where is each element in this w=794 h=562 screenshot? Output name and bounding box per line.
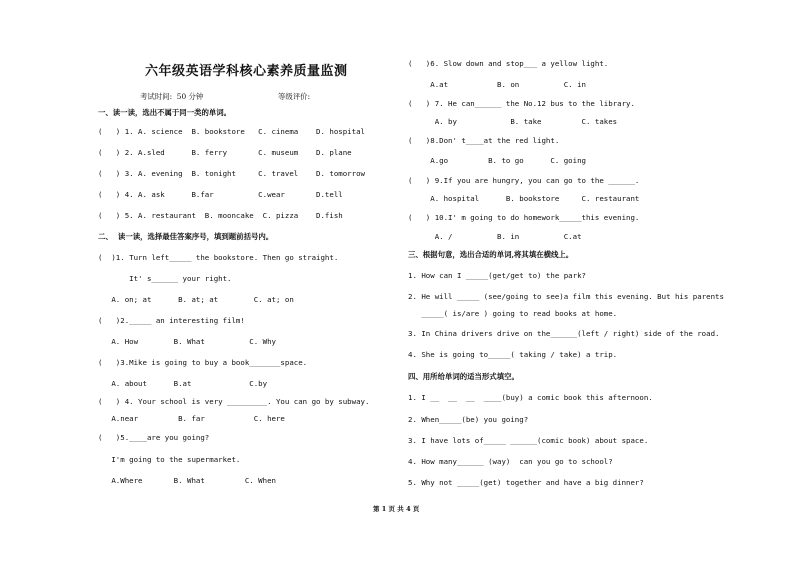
- section2-line-1: ( )1. Turn left_____ the bookstore. Then go straight.: [98, 253, 339, 262]
- section4-line-2: 2. When_____(be) you going?: [408, 415, 529, 424]
- section1-question-1: ( ) 1. A. science B. bookstore C. cinema D. hospital: [98, 127, 365, 136]
- section2-line-9: A.near B. far C. here: [98, 414, 285, 423]
- section2-line-14: A.at B. on C. in: [408, 80, 586, 89]
- section2-line-5: A. How B. What C. Why: [98, 337, 276, 346]
- section2-line-19: ( ) 9.If you are hungry, you can go to the ______.: [408, 176, 640, 185]
- section1-question-3: ( ) 3. A. evening B. tonight C. travel D. tomorrow: [98, 169, 365, 178]
- section2-line-7: A. about B.at C.by: [98, 379, 268, 388]
- page-footer: 第 1 页 共 4 页: [373, 505, 420, 513]
- section2-line-13: ( )6. Slow down and stop___ a yellow light.: [408, 59, 609, 68]
- section2-line-6: ( )3.Mike is going to buy a book_______space.: [98, 358, 308, 367]
- page-title: 六年级英语学科核心素养质量监测: [145, 64, 348, 79]
- section3-line-1: 1. How can I _____(get/get to) the park?: [408, 271, 586, 280]
- section2-line-18: A.go B. to go C. going: [408, 156, 586, 165]
- section4-line-3: 3. I have lots of_____ ______(comic book) about space.: [408, 436, 649, 445]
- section1-heading: 一、读一读，选出不属于同一类的单词。: [98, 108, 232, 117]
- section2-line-8: ( ) 4. Your school is very _________. You can go by subway.: [98, 397, 370, 406]
- section1-question-4: ( ) 4. A. ask B.far C.wear D.tell: [98, 190, 343, 199]
- section2-line-17: ( )8.Don' t____at the red light.: [408, 136, 560, 145]
- section2-heading: 二、 读一读，选择最佳答案序号，填到题前括号内。: [98, 232, 274, 241]
- section2-line-21: ( ) 10.I' m going to do homework_____this evening.: [408, 213, 640, 222]
- section1-question-2: ( ) 2. A.sled B. ferry C. museum D. plane: [98, 148, 352, 157]
- exam-time: 考试时间: 50 分钟: [140, 92, 204, 101]
- section2-line-15: ( ) 7. He can______ the No.12 bus to the library.: [408, 99, 635, 108]
- section2-line-3: A. on; at B. at; at C. at; on: [98, 295, 294, 304]
- section2-line-12: A.Where B. What C. When: [98, 476, 276, 485]
- section4-heading: 四、用所给单词的适当形式填空。: [408, 372, 519, 381]
- section2-line-10: ( )5.____are you going?: [98, 433, 210, 442]
- section1-question-5: ( ) 5. A. restaurant B. mooncake C. pizza D.fish: [98, 211, 343, 220]
- section3-line-3: _____( is/are ) going to read books at home.: [408, 309, 618, 318]
- section2-line-4: ( )2._____ an interesting film!: [98, 316, 245, 325]
- section3-line-4: 3. In China drivers drive on the______(left / right) side of the road.: [408, 329, 720, 338]
- section2-line-16: A. by B. take C. takes: [408, 117, 618, 126]
- section2-line-11: I'm going to the supermarket.: [98, 455, 241, 464]
- section3-line-2: 2. He will _____ (see/going to see)a film this evening. But his parents: [408, 292, 724, 301]
- section4-line-1: 1. I __ __ __ ____(buy) a comic book this afternoon.: [408, 393, 653, 402]
- grade-evaluation: 等级评价:: [278, 92, 311, 101]
- section2-line-2: It' s______ your right.: [98, 274, 232, 283]
- section3-heading: 三、根据句意，选出合适的单词,将其填在横线上。: [408, 250, 574, 259]
- section4-line-5: 5. Why not _____(get) together and have a big dinner?: [408, 478, 644, 487]
- section2-line-22: A. / B. in C.at: [408, 232, 582, 241]
- section3-line-5: 4. She is going to_____( taking / take) a trip.: [408, 350, 618, 359]
- section2-line-20: A. hospital B. bookstore C. restaurant: [408, 194, 640, 203]
- section4-line-4: 4. How many______ (way) can you go to school?: [408, 457, 613, 466]
